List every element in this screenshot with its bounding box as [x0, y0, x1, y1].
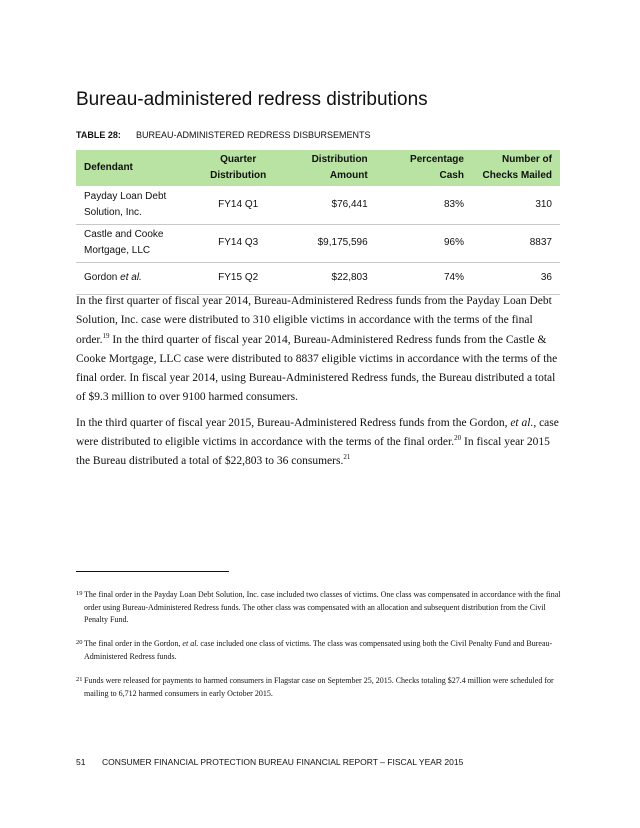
cell-defendant — [76, 186, 202, 224]
paragraph-text: In the third quarter of fiscal year 2014, Bureau-Administered Redress funds from the Castle & Cooke Mortgage, LLC case were distributed to 8837 eligible victims in accordance with the terms of the final order. In fiscal year 2014, using Bureau-Administered Redress funds, the Bureau distributed a total of $9.3 million to over 9100 harmed consumers. — [76, 333, 558, 404]
paragraph-fy2014 — [76, 292, 564, 408]
header-amount-line2: Amount — [329, 170, 368, 181]
defendant-name: Gordon — [84, 272, 121, 283]
footnote-number: 19 — [76, 590, 83, 597]
footnote-et-al: et al. — [182, 639, 199, 648]
cell-percentage-cash: 96% — [376, 224, 472, 262]
paragraph-fy2015 — [76, 414, 564, 472]
cell-amount: $9,175,596 — [274, 224, 375, 262]
cell-amount: $22,803 — [274, 262, 375, 294]
defendant-line2: Solution, Inc. — [84, 206, 142, 218]
table-row — [76, 224, 560, 262]
header-defendant: Defendant — [84, 162, 133, 173]
header-checks-line2: Checks Mailed — [482, 170, 552, 181]
header-cash-line1: Percentage — [410, 154, 464, 165]
table-header-row — [76, 150, 560, 186]
footnote-ref-21: 21 — [343, 453, 351, 462]
cell-defendant — [76, 224, 202, 262]
cell-quarter: FY14 Q1 — [202, 186, 274, 224]
body-text — [76, 292, 564, 478]
header-percentage-cash — [376, 150, 472, 186]
footnote-text-part: case included one class of victims. The class was compensated using both the Civil Penalty Fund and Bureau-Administered Redress funds. — [84, 639, 553, 661]
footnote-divider — [76, 571, 229, 572]
footnote-number: 20 — [76, 639, 83, 646]
cell-defendant — [76, 262, 202, 294]
cell-checks-mailed: 8837 — [472, 224, 560, 262]
defendant-line2: Mortgage, LLC — [84, 245, 151, 256]
cell-quarter: FY14 Q3 — [202, 224, 274, 262]
paragraph-text: In the first quarter of fiscal year 2014, Bureau-Administered Redress funds from the Payday Loan Debt Solution, Inc. case were distributed to 310 eligible victims in accordance with the terms of the final order. — [76, 295, 552, 346]
footer-text: CONSUMER FINANCIAL PROTECTION BUREAU FINANCIAL REPORT – FISCAL YEAR 2015 — [102, 757, 464, 767]
page-footer — [76, 757, 463, 767]
footnote-ref-20: 20 — [454, 434, 462, 443]
cell-percentage-cash: 74% — [376, 262, 472, 294]
paragraph-text: In fiscal year 2015 the Bureau distributed a total of $22,803 to 36 consumers. — [76, 436, 550, 468]
paragraph-text: , case were distributed to eligible victims in accordance with the terms of the final order. — [76, 416, 559, 449]
footnote-ref-19: 19 — [102, 331, 110, 340]
cell-checks-mailed: 310 — [472, 186, 560, 224]
footnote-21 — [76, 675, 566, 700]
cell-quarter: FY15 Q2 — [202, 262, 274, 294]
footnote-number: 21 — [76, 676, 83, 683]
redress-disbursements-table — [76, 150, 560, 295]
section-title: Bureau-administered redress distributions — [76, 89, 428, 110]
page-number: 51 — [76, 757, 86, 767]
paragraph-et-al: et al. — [510, 416, 534, 429]
defendant-line1: Castle and Cooke — [84, 229, 164, 240]
footnote-20 — [76, 638, 566, 663]
table-caption — [76, 130, 371, 140]
table-row — [76, 262, 560, 294]
header-quarter-line1: Quarter — [220, 154, 257, 165]
header-cash-line2: Cash — [439, 170, 464, 181]
header-checks-line1: Number of — [502, 154, 552, 165]
footnote-text: Funds were released for payments to harmed consumers in Flagstar case on September 25, 2015. Checks totaling $27.4 million were scheduled for mailing to 6,712 harmed consumers in early October 2015. — [84, 676, 554, 698]
header-checks-mailed — [472, 150, 560, 186]
table-number: TABLE 28: — [76, 130, 121, 140]
paragraph-text: In the third quarter of fiscal year 2015, Bureau-Administered Redress funds from the Gordon, — [76, 416, 511, 429]
cell-checks-mailed: 36 — [472, 262, 560, 294]
header-quarter — [202, 150, 274, 186]
defendant-line1: Payday Loan Debt — [84, 190, 167, 202]
cell-amount: $76,441 — [274, 186, 375, 224]
header-amount-line1: Distribution — [311, 154, 368, 165]
footnote-19 — [76, 589, 566, 627]
defendant-et-al: et al. — [120, 272, 142, 283]
footnote-text-part: The final order in the Gordon, — [84, 639, 183, 648]
header-amount — [274, 150, 375, 186]
table-caption-text: BUREAU-ADMINISTERED REDRESS DISBURSEMENTS — [136, 130, 371, 140]
table-row — [76, 186, 560, 224]
header-quarter-line2: Distribution — [210, 170, 267, 181]
footnote-text — [84, 638, 562, 663]
footnote-text: The final order in the Payday Loan Debt Solution, Inc. case included two classes of victims. One class was compensated in accordance with the final order using Bureau-Administered Redress funds. The other class was compensated with an allocation and subsequent distribution from the Civil Penalty Fund. — [84, 590, 561, 624]
cell-percentage-cash: 83% — [376, 186, 472, 224]
